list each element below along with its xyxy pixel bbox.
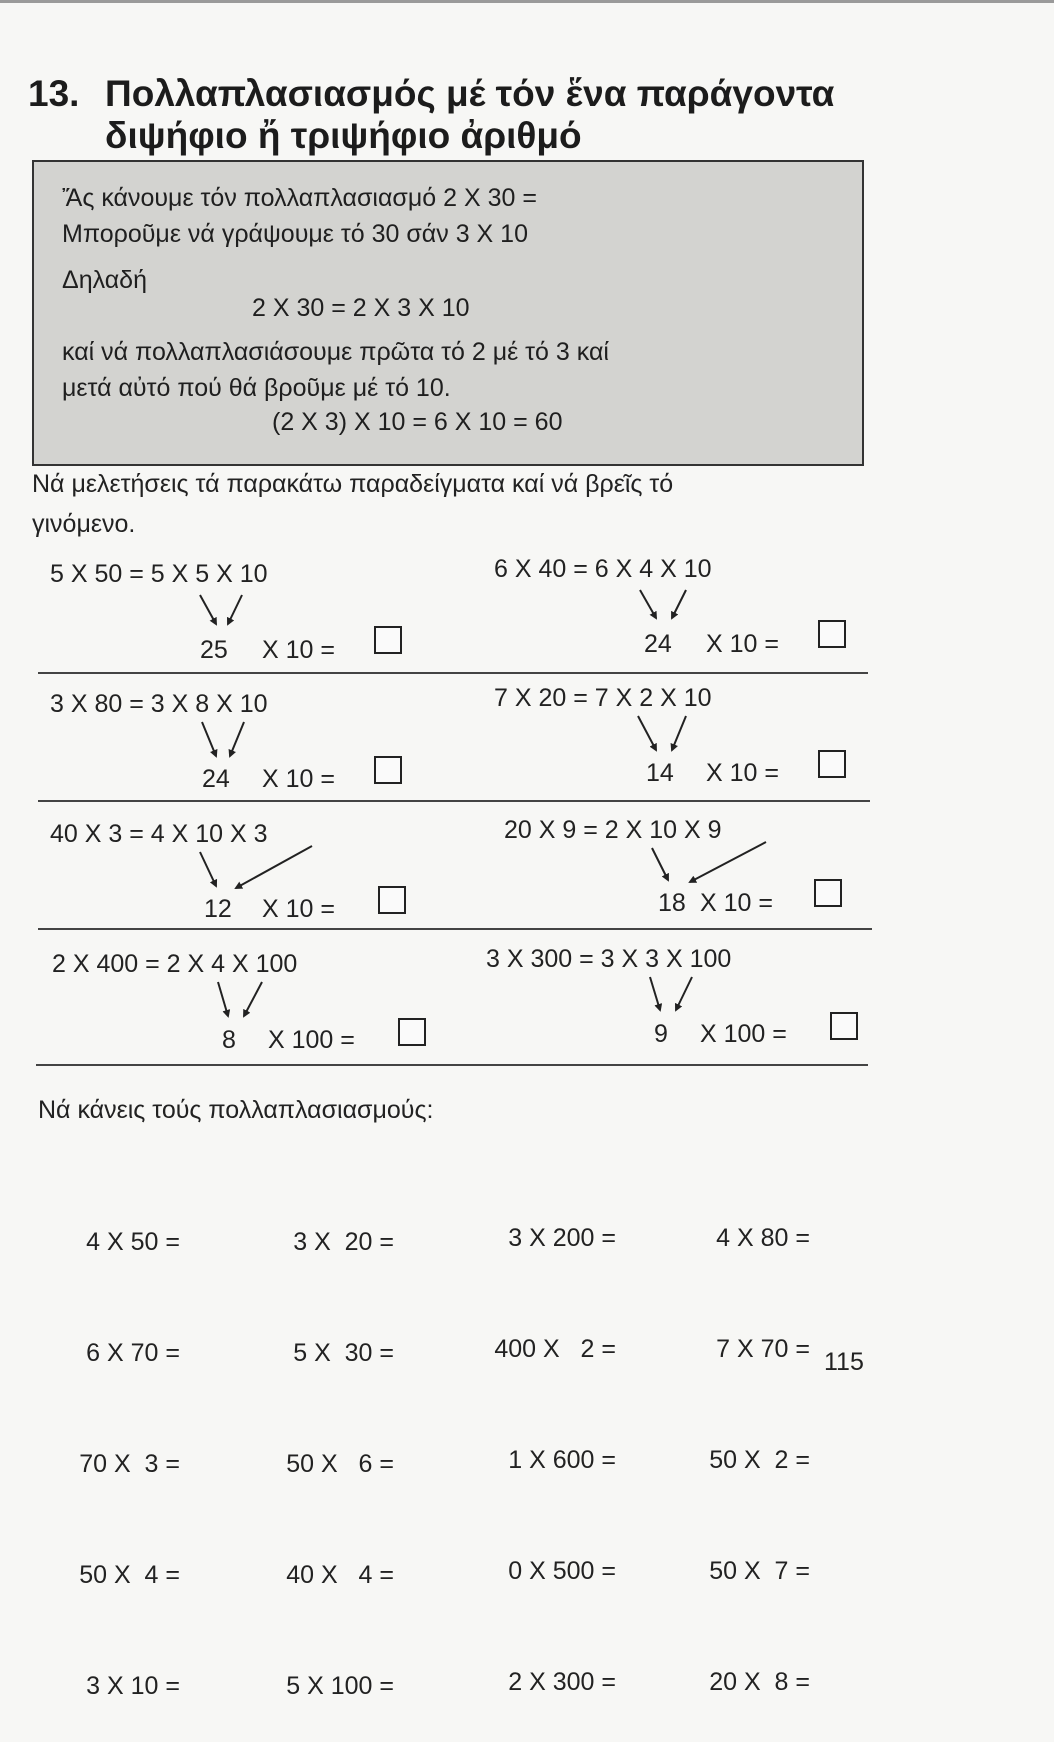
instruction-study-line1: Νά μελετήσεις τά παρακάτω παραδείγματα καί νά βρεῖς τό bbox=[32, 470, 674, 498]
exercise-item: 4 X 50 = bbox=[86, 1228, 180, 1256]
explanation-line6: μετά αὐτό πού θά βροῦμε μέ τό 10. bbox=[62, 374, 451, 402]
explanation-line1: Ἄς κάνουμε τόν πολλαπλασιασμό 2 X 30 = bbox=[62, 184, 537, 212]
exercise-item: 50 X 4 = bbox=[79, 1561, 180, 1589]
example-3-product: 24 bbox=[202, 765, 230, 793]
example-3-rest: X 10 = bbox=[262, 765, 335, 793]
separator-line bbox=[38, 928, 872, 930]
exercise-item: 2 X 300 = bbox=[508, 1668, 616, 1696]
example-2-equation: 6 X 40 = 6 X 4 X 10 bbox=[494, 555, 712, 583]
example-1-rest: X 10 = bbox=[262, 636, 335, 664]
example-2-answer-box[interactable] bbox=[818, 620, 846, 648]
page-top-edge bbox=[0, 0, 1054, 3]
arrow-icon bbox=[652, 848, 668, 880]
arrow-icon bbox=[228, 595, 242, 624]
example-5-answer-box[interactable] bbox=[378, 886, 406, 914]
example-2-rest: X 10 = bbox=[706, 630, 779, 658]
exercise-item: 50 X 2 = bbox=[709, 1446, 810, 1474]
example-6-product: 18 bbox=[658, 889, 686, 917]
example-8-product: 9 bbox=[654, 1020, 668, 1048]
exercise-item: 50 X 6 = bbox=[286, 1450, 394, 1478]
exercise-item: 3 X 20 = bbox=[293, 1228, 394, 1256]
explanation-line3: Δηλαδή bbox=[62, 266, 147, 294]
example-6-equation: 20 X 9 = 2 X 10 X 9 bbox=[504, 816, 722, 844]
arrow-icon bbox=[640, 590, 656, 618]
example-6-answer-box[interactable] bbox=[814, 879, 842, 907]
exercise-item: 20 X 8 = bbox=[709, 1668, 810, 1696]
lesson-title-line2: διψήφιο ἤ τριψήφιο ἀριθμό bbox=[105, 115, 582, 156]
example-1-answer-box[interactable] bbox=[374, 626, 402, 654]
example-7-product: 8 bbox=[222, 1026, 236, 1054]
separator-line bbox=[38, 672, 868, 674]
exercise-item: 5 X 100 = bbox=[286, 1672, 394, 1700]
exercise-item: 3 X 200 = bbox=[508, 1224, 616, 1252]
exercise-column-2 bbox=[218, 1150, 394, 1742]
lesson-title-line1: Πολλαπλασιασμός μέ τόν ἕνα παράγοντα bbox=[105, 73, 835, 114]
arrow-icon bbox=[236, 846, 312, 888]
example-4-product: 14 bbox=[646, 759, 674, 787]
arrow-icon bbox=[218, 982, 228, 1016]
exercise-item: 7 X 70 = bbox=[716, 1335, 810, 1363]
separator-line bbox=[36, 1064, 868, 1066]
exercise-item: 1 X 600 = bbox=[508, 1446, 616, 1474]
lesson-number: 13. bbox=[28, 73, 80, 114]
example-5-rest: X 10 = bbox=[262, 895, 335, 923]
example-4-equation: 7 X 20 = 7 X 2 X 10 bbox=[494, 684, 712, 712]
explanation-line4: 2 X 30 = 2 X 3 X 10 bbox=[252, 294, 470, 322]
exercise-column-1 bbox=[30, 1150, 180, 1742]
exercise-item: 50 X 7 = bbox=[709, 1557, 810, 1585]
arrow-icon bbox=[202, 722, 216, 756]
explanation-line2: Μπορoῦμε νά γράψουμε τό 30 σάν 3 X 10 bbox=[62, 220, 528, 248]
example-4-answer-box[interactable] bbox=[818, 750, 846, 778]
arrow-icon bbox=[200, 852, 216, 886]
exercise-item: 5 X 30 = bbox=[293, 1339, 394, 1367]
page-number: 115 bbox=[824, 1348, 864, 1376]
exercise-column-4 bbox=[646, 1146, 810, 1738]
example-1-product: 25 bbox=[200, 636, 228, 664]
exercise-item: 6 X 70 = bbox=[86, 1339, 180, 1367]
example-3-equation: 3 X 80 = 3 X 8 X 10 bbox=[50, 690, 268, 718]
example-7-answer-box[interactable] bbox=[398, 1018, 426, 1046]
example-8-answer-box[interactable] bbox=[830, 1012, 858, 1040]
separator-line bbox=[38, 800, 870, 802]
example-3-answer-box[interactable] bbox=[374, 756, 402, 784]
arrow-icon bbox=[230, 722, 244, 756]
example-5-product: 12 bbox=[204, 895, 232, 923]
exercise-item: 4 X 80 = bbox=[716, 1224, 810, 1252]
arrow-icon bbox=[244, 982, 262, 1016]
explanation-line7: (2 X 3) X 10 = 6 X 10 = 60 bbox=[272, 408, 563, 436]
exercise-column-3 bbox=[430, 1146, 616, 1738]
example-2-product: 24 bbox=[644, 630, 672, 658]
exercise-item: 400 X 2 = bbox=[494, 1335, 616, 1363]
instruction-study-line2: γινόμενο. bbox=[32, 510, 136, 538]
exercise-item: 70 X 3 = bbox=[79, 1450, 180, 1478]
arrow-icon bbox=[690, 842, 766, 882]
example-8-equation: 3 X 300 = 3 X 3 X 100 bbox=[486, 945, 732, 973]
exercise-item: 0 X 500 = bbox=[508, 1557, 616, 1585]
arrow-icon bbox=[638, 716, 656, 750]
arrow-icon bbox=[200, 595, 216, 624]
explanation-line5: καί νά πολλαπλασιάσουμε πρῶτα τό 2 μέ τό 3 καί bbox=[62, 338, 609, 366]
example-8-rest: X 100 = bbox=[700, 1020, 787, 1048]
example-1-equation: 5 X 50 = 5 X 5 X 10 bbox=[50, 560, 268, 588]
example-6-rest: X 10 = bbox=[700, 889, 773, 917]
example-5-equation: 40 X 3 = 4 X 10 X 3 bbox=[50, 820, 268, 848]
arrow-icon bbox=[676, 977, 692, 1010]
arrow-icon bbox=[672, 716, 686, 750]
example-7-rest: X 100 = bbox=[268, 1026, 355, 1054]
arrow-icon bbox=[650, 977, 660, 1010]
exercise-item: 3 X 10 = bbox=[86, 1672, 180, 1700]
arrow-icon bbox=[672, 590, 686, 618]
exercise-item: 40 X 4 = bbox=[286, 1561, 394, 1589]
explanation-box bbox=[32, 160, 864, 466]
example-4-rest: X 10 = bbox=[706, 759, 779, 787]
instruction-exercises: Νά κάνεις τούς πολλαπλασιασμούς: bbox=[38, 1096, 434, 1124]
example-7-equation: 2 X 400 = 2 X 4 X 100 bbox=[52, 950, 298, 978]
